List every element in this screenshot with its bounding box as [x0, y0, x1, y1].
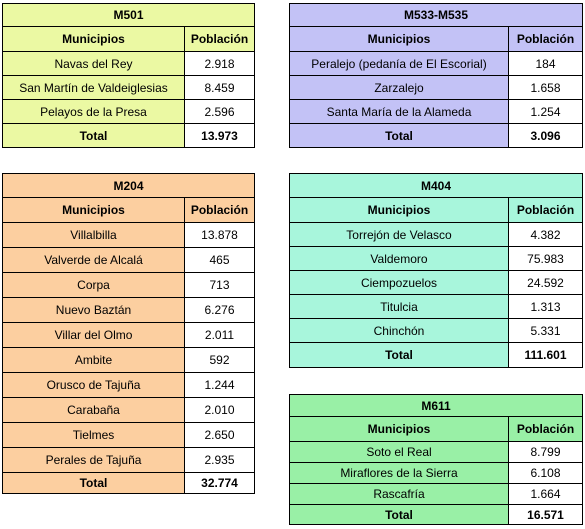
column-header-municipios: Municipios — [3, 198, 185, 223]
municipio-cell: Peralejo (pedanía de El Escorial) — [290, 52, 509, 76]
poblacion-cell: 24.592 — [509, 271, 583, 295]
total-value: 16.571 — [509, 505, 583, 525]
table-row — [3, 373, 255, 398]
poblacion-cell: 1.664 — [509, 484, 583, 505]
table-row — [290, 484, 583, 505]
municipio-cell: Villalbilla — [3, 223, 185, 248]
poblacion-cell: 1.254 — [509, 100, 583, 124]
column-header-poblacion: Población — [509, 417, 583, 442]
table-row — [3, 323, 255, 348]
table-m611 — [289, 394, 583, 525]
table-row — [3, 100, 255, 124]
table-m204 — [2, 173, 255, 494]
table-title: M404 — [290, 174, 583, 198]
municipio-cell: Titulcia — [290, 295, 509, 319]
poblacion-cell: 75.983 — [509, 247, 583, 271]
total-value: 13.973 — [185, 124, 255, 148]
poblacion-cell: 2.011 — [185, 323, 255, 348]
poblacion-cell: 8.459 — [185, 76, 255, 100]
table-row — [290, 76, 583, 100]
poblacion-cell: 2.935 — [185, 448, 255, 473]
municipio-cell: Carabaña — [3, 398, 185, 423]
table-row — [290, 223, 583, 247]
municipio-cell: Pelayos de la Presa — [3, 100, 185, 124]
table-row — [3, 398, 255, 423]
poblacion-cell: 1.658 — [509, 76, 583, 100]
table-m404 — [289, 173, 583, 368]
municipio-cell: Ciempozuelos — [290, 271, 509, 295]
poblacion-cell: 592 — [185, 348, 255, 373]
column-header-municipios: Municipios — [290, 198, 509, 223]
poblacion-cell: 5.331 — [509, 319, 583, 343]
municipio-cell: Ambite — [3, 348, 185, 373]
table-row — [290, 295, 583, 319]
column-header-poblacion: Población — [509, 198, 583, 223]
municipio-cell: Orusco de Tajuña — [3, 373, 185, 398]
municipio-cell: Valdemoro — [290, 247, 509, 271]
table-row — [290, 100, 583, 124]
municipio-cell: Villar del Olmo — [3, 323, 185, 348]
poblacion-cell: 184 — [509, 52, 583, 76]
municipio-cell: Tielmes — [3, 423, 185, 448]
column-header-municipios: Municipios — [290, 27, 509, 52]
table-title: M611 — [290, 395, 583, 417]
poblacion-cell: 6.276 — [185, 298, 255, 323]
table-row — [3, 298, 255, 323]
poblacion-cell: 465 — [185, 248, 255, 273]
poblacion-cell: 2.010 — [185, 398, 255, 423]
municipio-cell: Perales de Tajuña — [3, 448, 185, 473]
poblacion-cell: 6.108 — [509, 463, 583, 484]
table-row — [290, 319, 583, 343]
poblacion-cell: 4.382 — [509, 223, 583, 247]
municipio-cell: Miraflores de la Sierra — [290, 463, 509, 484]
poblacion-cell: 2.918 — [185, 52, 255, 76]
total-label: Total — [290, 124, 509, 148]
municipio-cell: San Martín de Valdeiglesias — [3, 76, 185, 100]
total-value: 111.601 — [509, 343, 583, 368]
table-m533-m535 — [289, 3, 583, 148]
total-label: Total — [3, 124, 185, 148]
column-header-municipios: Municipios — [3, 27, 185, 52]
total-value: 3.096 — [509, 124, 583, 148]
total-label: Total — [3, 473, 185, 494]
municipio-cell: Zarzalejo — [290, 76, 509, 100]
total-label: Total — [290, 505, 509, 525]
municipio-cell: Chinchón — [290, 319, 509, 343]
municipio-cell: Navas del Rey — [3, 52, 185, 76]
table-row — [3, 273, 255, 298]
column-header-municipios: Municipios — [290, 417, 509, 442]
table-row — [290, 463, 583, 484]
table-title: M533-M535 — [290, 4, 583, 27]
poblacion-cell: 8.799 — [509, 442, 583, 463]
municipio-cell: Rascafría — [290, 484, 509, 505]
total-label: Total — [290, 343, 509, 368]
poblacion-cell: 2.596 — [185, 100, 255, 124]
table-title: M501 — [3, 4, 255, 27]
column-header-poblacion: Población — [509, 27, 583, 52]
table-row — [3, 76, 255, 100]
table-row — [3, 223, 255, 248]
municipio-cell: Santa María de la Alameda — [290, 100, 509, 124]
municipio-cell: Soto el Real — [290, 442, 509, 463]
table-row — [290, 442, 583, 463]
municipio-cell: Nuevo Baztán — [3, 298, 185, 323]
table-m501 — [2, 3, 255, 148]
column-header-poblacion: Población — [185, 27, 255, 52]
table-row — [290, 271, 583, 295]
municipio-cell: Torrejón de Velasco — [290, 223, 509, 247]
column-header-poblacion: Población — [185, 198, 255, 223]
table-row — [3, 52, 255, 76]
table-title: M204 — [3, 174, 255, 198]
table-row — [3, 448, 255, 473]
table-row — [3, 248, 255, 273]
table-row — [3, 348, 255, 373]
total-value: 32.774 — [185, 473, 255, 494]
poblacion-cell: 2.650 — [185, 423, 255, 448]
table-row — [290, 52, 583, 76]
poblacion-cell: 1.313 — [509, 295, 583, 319]
municipio-cell: Corpa — [3, 273, 185, 298]
municipio-cell: Valverde de Alcalá — [3, 248, 185, 273]
poblacion-cell: 13.878 — [185, 223, 255, 248]
poblacion-cell: 1.244 — [185, 373, 255, 398]
table-row — [3, 423, 255, 448]
poblacion-cell: 713 — [185, 273, 255, 298]
table-row — [290, 247, 583, 271]
